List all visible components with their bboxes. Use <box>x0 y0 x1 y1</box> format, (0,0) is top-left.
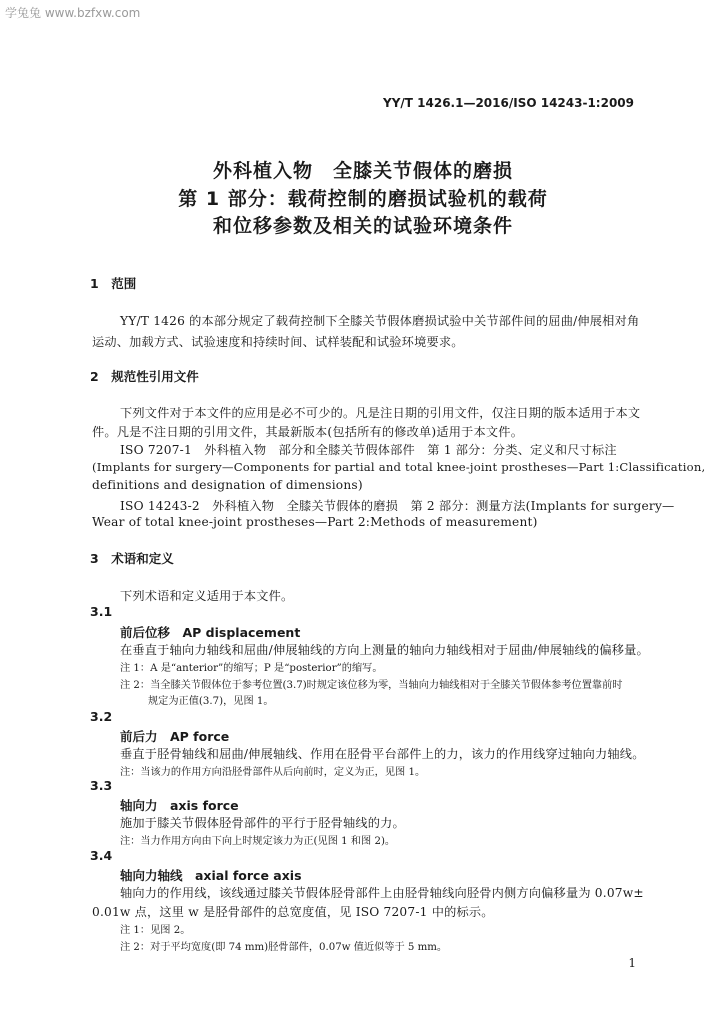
term-definition: 轴向力的作用线，该线通过膝关节假体胫骨部件上由胫骨轴线向胫骨内侧方向偏移量为 0.07w± <box>120 886 644 900</box>
term-ap-displacement: 前后位移 AP displacement <box>120 625 301 640</box>
section-1-line: YY/T 1426 的本部分规定了载荷控制下全膝关节假体磨损试验中关节部件间的屈曲/伸展相对角 <box>120 314 640 328</box>
section-3-intro: 下列术语和定义适用于本文件。 <box>120 589 294 603</box>
section-1-line: 运动、加载方式、试验速度和持续时间、试样装配和试验环境要求。 <box>92 335 464 349</box>
section-2-heading: 2 规范性引用文件 <box>90 369 199 384</box>
term-number: 3.1 <box>90 604 113 619</box>
title-line-3: 和位移参数及相关的试验环境条件 <box>212 215 513 237</box>
term-note: 注 2：对于平均宽度(即 74 mm)胫骨部件，0.07w 值近似等于 5 mm。 <box>120 942 448 953</box>
reference-iso-7207-1: ISO 7207-1 外科植入物 部分和全膝关节假体部件 第 1 部分：分类、定义和尺寸标注 <box>120 443 617 457</box>
title-line-1: 外科植入物 全膝关节假体的磨损 <box>212 160 513 182</box>
standard-number: YY/T 1426.1—2016/ISO 14243-1:2009 <box>383 96 634 110</box>
term-axial-force-axis: 轴向力轴线 axial force axis <box>120 868 302 883</box>
term-definition: 施加于膝关节假体胫骨部件的平行于胫骨轴线的力。 <box>120 816 405 830</box>
term-number: 3.4 <box>90 848 113 863</box>
reference-iso-7207-1-english: definitions and designation of dimensions) <box>92 478 363 492</box>
section-2-line: 件。凡是不注日期的引用文件，其最新版本(包括所有的修改单)适用于本文件。 <box>92 425 524 439</box>
term-number: 3.2 <box>90 709 113 724</box>
term-definition: 0.01w 点，这里 w 是胫骨部件的总宽度值，见 ISO 7207-1 中的标示。 <box>92 905 494 919</box>
term-definition: 在垂直于轴向力轴线和屈曲/伸展轴线的方向上测量的轴向力轴线相对于屈曲/伸展轴线的偏移量。 <box>120 643 649 657</box>
section-2-line: 下列文件对于本文件的应用是必不可少的。凡是注日期的引用文件，仅注日期的版本适用于本文 <box>120 406 641 420</box>
term-axis-force: 轴向力 axis force <box>120 798 239 813</box>
reference-iso-7207-1-english: (Implants for surgery—Components for partial and total knee-joint prostheses—Part 1:Classification, <box>92 460 706 474</box>
term-note: 规定为正值(3.7)，见图 1。 <box>148 696 274 707</box>
term-note: 注：当该力的作用方向沿胫骨部件从后向前时，定义为正，见图 1。 <box>120 767 426 778</box>
term-number: 3.3 <box>90 778 113 793</box>
reference-iso-14243-2-english: Wear of total knee-joint prostheses—Part 2:Methods of measurement) <box>92 515 538 529</box>
term-definition: 垂直于胫骨轴线和屈曲/伸展轴线、作用在胫骨平台部件上的力，该力的作用线穿过轴向力轴线。 <box>120 747 645 761</box>
reference-iso-14243-2: ISO 14243-2 外科植入物 全膝关节假体的磨损 第 2 部分：测量方法(Implants for surgery— <box>120 499 675 513</box>
term-note: 注 1：A 是“anterior”的缩写；P 是“posterior”的缩写。 <box>120 663 383 674</box>
page-number: 1 <box>628 956 636 970</box>
title-line-2: 第 1 部分：载荷控制的磨损试验机的载荷 <box>178 188 548 210</box>
term-ap-force: 前后力 AP force <box>120 729 230 744</box>
term-note: 注 2：当全膝关节假体位于参考位置(3.7)时规定该位移为零，当轴向力轴线相对于全膝关节假体参考位置靠前时 <box>120 680 623 691</box>
section-1-heading: 1 范围 <box>90 276 137 291</box>
watermark: 学兔兔 www.bzfxw.com <box>5 6 141 20</box>
section-3-heading: 3 术语和定义 <box>90 551 174 566</box>
term-note: 注 1：见图 2。 <box>120 925 191 936</box>
term-note: 注：当力作用方向由下向上时规定该力为正(见图 1 和图 2)。 <box>120 836 396 847</box>
